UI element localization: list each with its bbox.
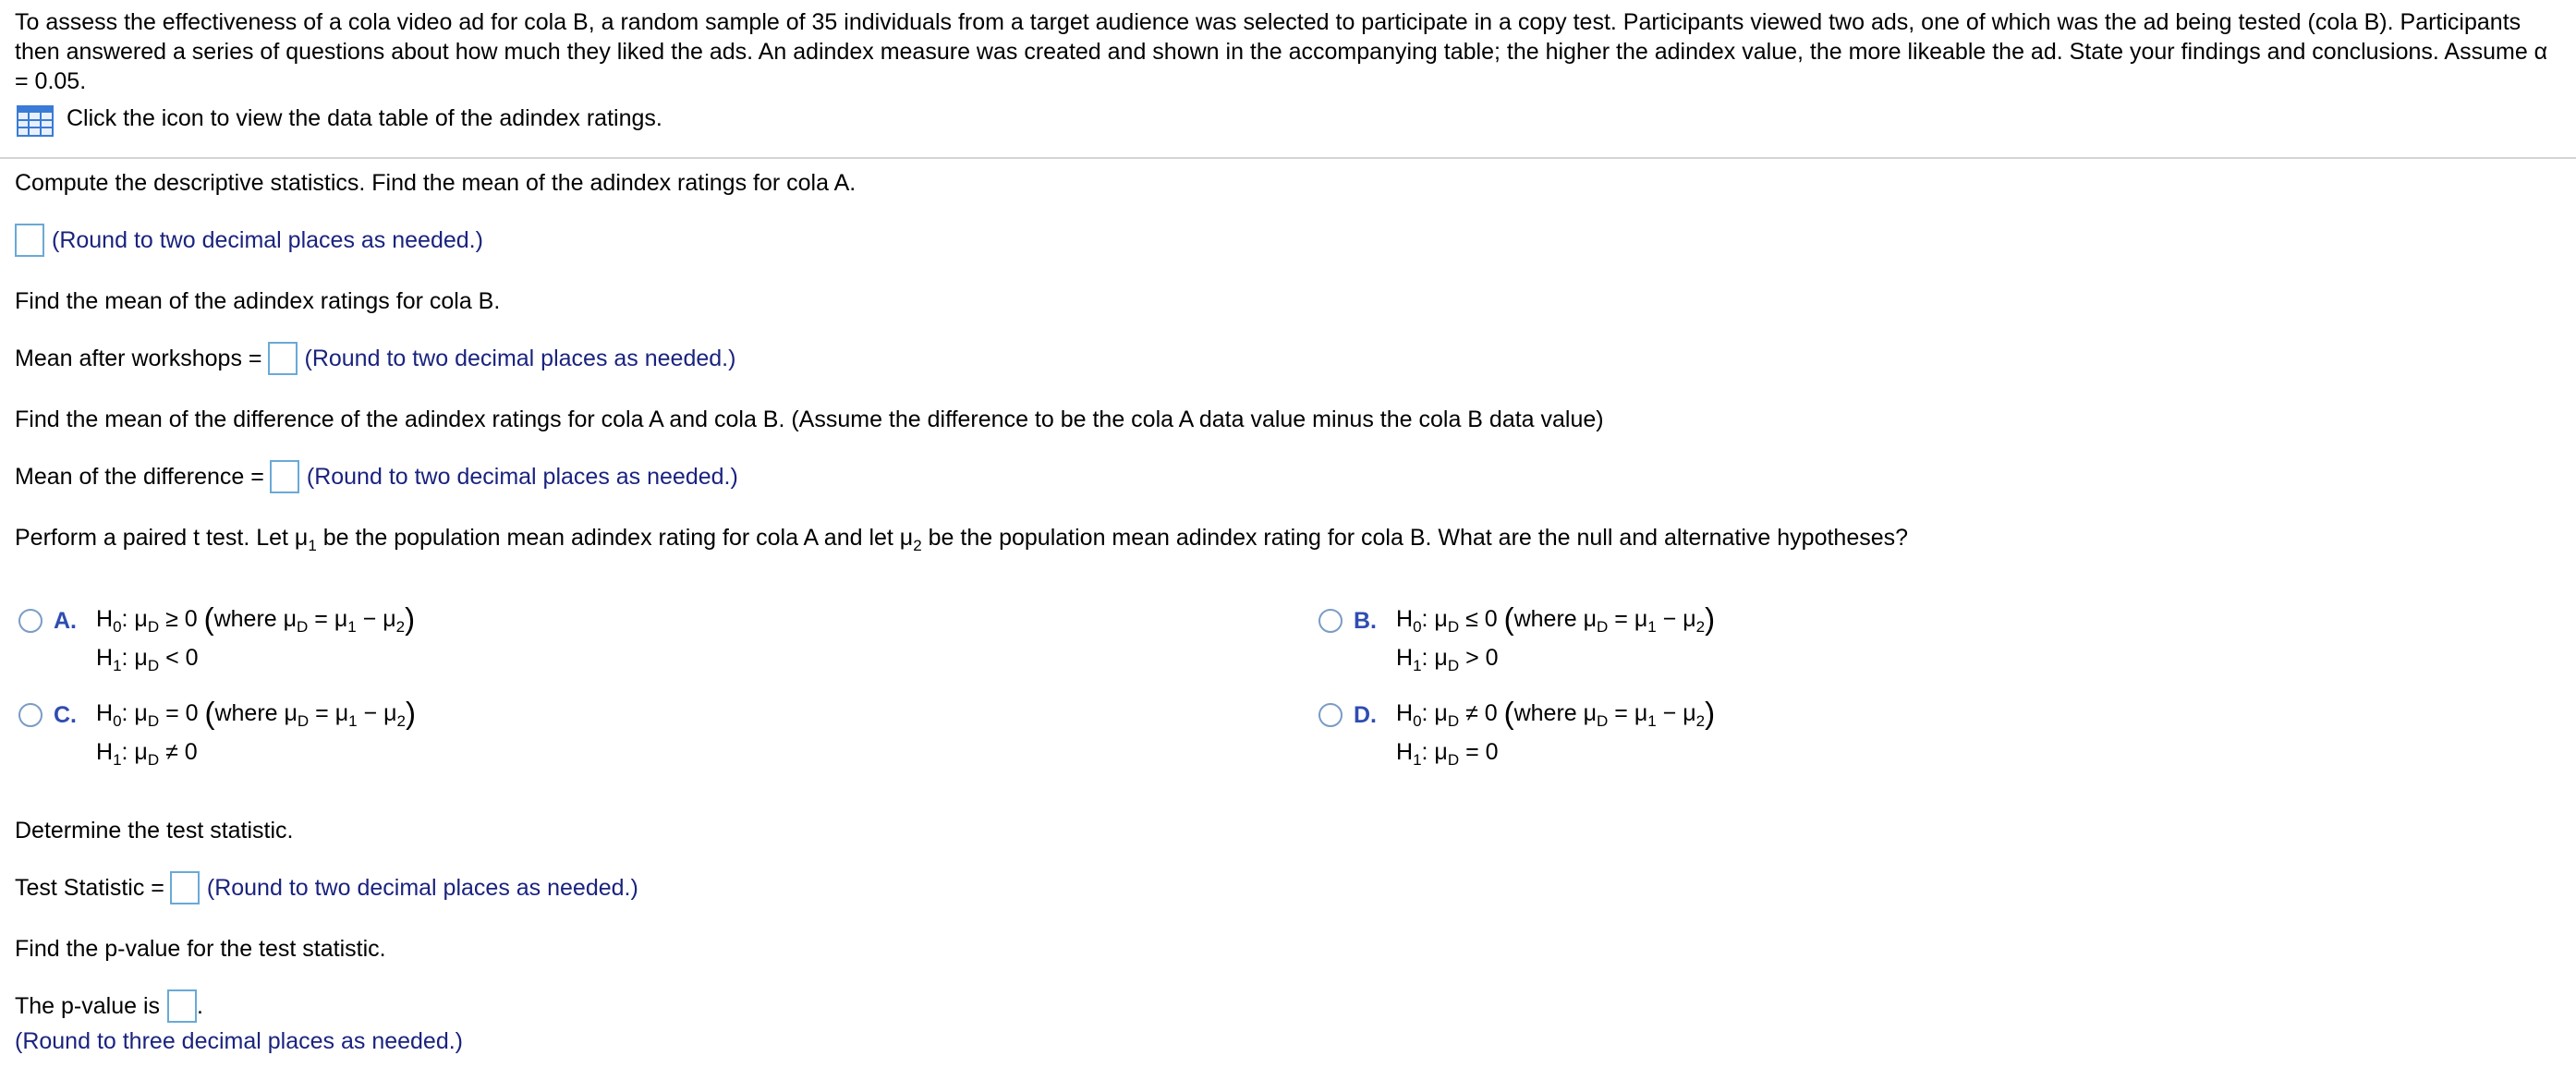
- q5-hint: (Round to two decimal places as needed.): [206, 874, 638, 901]
- option-b-h1: $H_1$: $\mu_D > 0$: [1396, 645, 1499, 674]
- option-b-h1-operator: >: [1465, 645, 1479, 671]
- q3-answer-row: [15, 460, 738, 493]
- option-a-h1-operator: <: [165, 645, 179, 671]
- option-a-h0: $H_0$: $\mu_D \ge 0$ (where $\mu_D = \mu_1 - \mu_2$): [96, 601, 416, 636]
- q4-prompt-part-c: be the population mean adindex rating for cola B. What are the null and alternative hypotheses?: [921, 525, 1909, 551]
- cola-b-mean-input[interactable]: [268, 342, 298, 375]
- q2-answer-row: [15, 342, 735, 375]
- mean-difference-input[interactable]: [270, 460, 299, 493]
- option-c-where: where: [214, 700, 278, 726]
- problem-statement: [15, 7, 2560, 96]
- option-a-h0-operator: ≥: [165, 606, 178, 632]
- option-c-h0-operator: =: [165, 700, 179, 726]
- option-d-h1-operator: =: [1465, 739, 1479, 765]
- q1-prompt: Compute the descriptive statistics. Find the mean of the adindex ratings for cola A.: [15, 170, 857, 196]
- option-b-h0-operator: ≤: [1465, 606, 1478, 632]
- option-b-radio[interactable]: [1318, 609, 1343, 633]
- option-a-h1-value: 0: [185, 645, 199, 671]
- q5-label: Test Statistic =: [15, 874, 164, 901]
- q3-prompt: Find the mean of the difference of the adindex ratings for cola A and cola B. (Assume the difference to be the cola A data value minus the cola B data value): [15, 407, 1604, 432]
- option-a-radio[interactable]: [18, 609, 43, 633]
- p-value-input[interactable]: [167, 989, 197, 1023]
- q2-label: Mean after workshops =: [15, 345, 262, 371]
- option-b-where: where: [1513, 606, 1577, 632]
- divider: [0, 157, 2576, 159]
- option-b-h1-value: 0: [1485, 645, 1499, 671]
- q1-hint: (Round to two decimal places as needed.): [52, 226, 483, 253]
- q2-hint: (Round to two decimal places as needed.): [304, 345, 736, 371]
- q4-prompt-part-a: Perform a paired t test. Let μ: [15, 525, 309, 551]
- q6-prompt: Find the p-value for the test statistic.: [15, 936, 386, 962]
- q3-hint: (Round to two decimal places as needed.): [306, 463, 738, 490]
- q1-answer-row: [15, 224, 483, 257]
- q6-hint: (Round to three decimal places as needed.): [15, 1028, 464, 1054]
- option-c-h1: $H_1$: $\mu_D \ne 0$: [96, 739, 198, 769]
- q4-prompt-sub2: 2: [913, 537, 922, 554]
- q2-prompt: Find the mean of the adindex ratings for cola B.: [15, 288, 501, 314]
- option-c-h0: $H_0$: $\mu_D = 0$ (where $\mu_D = \mu_1 - \mu_2$): [96, 696, 416, 730]
- test-statistic-input[interactable]: [170, 871, 200, 904]
- q5-answer-row: [15, 871, 638, 904]
- q4-prompt-part-b: be the population mean adindex rating for cola A and let μ: [316, 525, 914, 551]
- option-a-where: where: [213, 606, 277, 632]
- option-c-h1-operator: ≠: [165, 739, 178, 765]
- q5-prompt: Determine the test statistic.: [15, 818, 294, 843]
- q6-period: .: [197, 992, 203, 1019]
- option-d-radio[interactable]: [1318, 703, 1343, 727]
- option-d-h1: $H_1$: $\mu_D = 0$: [1396, 739, 1499, 769]
- problem-text: To assess the effectiveness of a cola video ad for cola B, a random sample of 35 individuals from a target audience was selected to participate in a copy test. Participants viewed two ads, one of which was the ad being tested (cola B). Participants then answered a series of questions about how much they liked the ads. An adindex measure was created and shown in the accompanying table; the higher the adindex value, the more likeable the ad. State your findings and conclusions. Assume α = 0.05.: [15, 9, 2548, 94]
- q6-label: The p-value is: [15, 992, 161, 1019]
- q4-prompt-sub1: 1: [308, 537, 317, 554]
- option-b-letter: B.: [1354, 608, 1377, 634]
- option-c-radio[interactable]: [18, 703, 43, 727]
- option-b-h0: $H_0$: $\mu_D \le 0$ (where $\mu_D = \mu_1 - \mu_2$): [1396, 601, 1716, 636]
- q4-prompt: [15, 525, 1908, 552]
- option-a-h1: $H_1$: $\mu_D < 0$: [96, 645, 199, 674]
- option-d-h0-operator: ≠: [1465, 700, 1478, 726]
- option-c-letter: C.: [54, 702, 77, 728]
- option-d-where: where: [1513, 700, 1577, 726]
- cola-a-mean-input[interactable]: [15, 224, 44, 257]
- option-d-letter: D.: [1354, 702, 1377, 728]
- option-d-h0: $H_0$: $\mu_D \ne 0$ (where $\mu_D = \mu_1 - \mu_2$): [1396, 696, 1716, 730]
- option-c-h1-value: 0: [184, 739, 198, 765]
- q6-answer-row: [15, 989, 203, 1023]
- q3-label: Mean of the difference =: [15, 463, 264, 490]
- option-d-h1-value: 0: [1485, 739, 1499, 765]
- data-table-link[interactable]: Click the icon to view the data table of the adindex ratings.: [67, 105, 662, 131]
- table-grid-icon[interactable]: [17, 105, 54, 137]
- option-a-letter: A.: [54, 608, 77, 634]
